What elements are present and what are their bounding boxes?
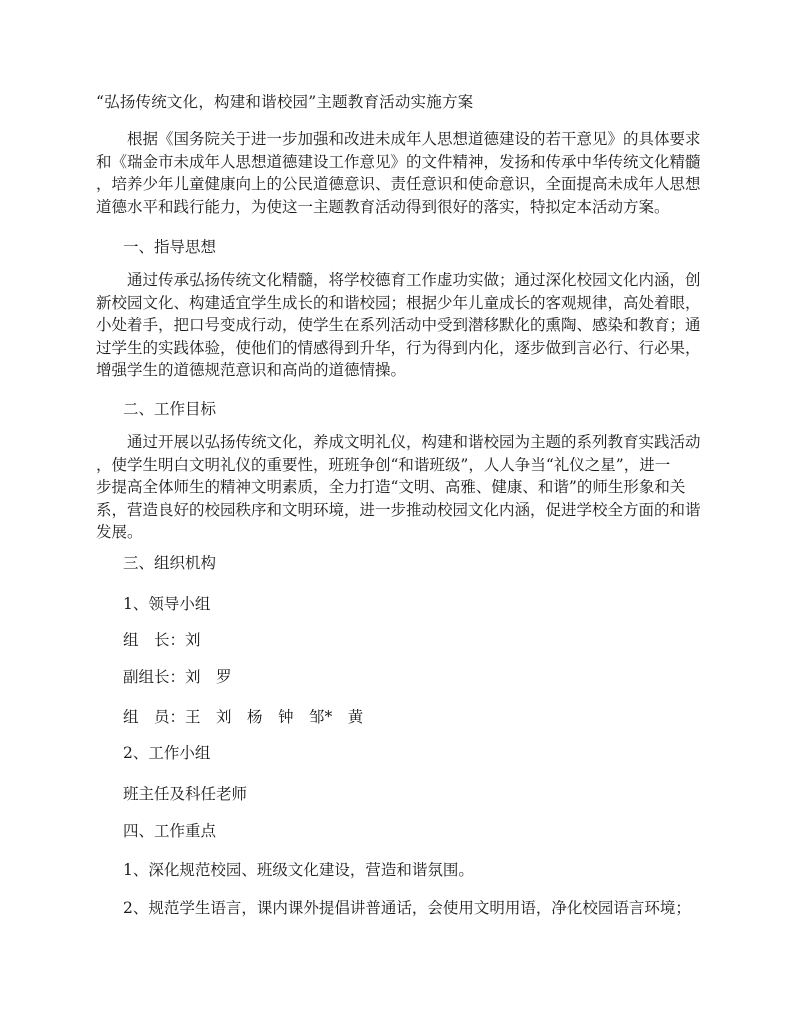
focus-item: 1、深化规范校园、班级文化建设，营造和谐氛围。 [123,861,474,879]
section-heading-work-goals: 二、工作目标 [123,400,217,418]
document-title: “弘扬传统文化，构建和谐校园”主题教育活动实施方案 [96,93,474,111]
leader-group-heading: 1、领导小组 [123,595,211,613]
paragraph-line: 通过开展以弘扬传统文化，养成文明礼仪，构建和谐校园为主题的系列教育实践活动 [96,433,701,451]
paragraph-line: 过学生的实践体验，使他们的情感得到升华，行为得到内化，逐步做到言必行、行必果， [96,338,701,357]
section-heading-organization: 三、组织机构 [123,554,217,572]
work-group-heading: 2、工作小组 [123,744,211,762]
paragraph-line: 系，营造良好的校园秩序和文明环境，进一步推动校园文化内涵，促进学校全方面的和谐 [96,500,701,519]
deputy-row [123,666,232,688]
paragraph-line: 新校园文化、构建适宜学生成长的和谐校园；根据少年儿童成长的客观规律，高处着眼， [96,293,701,312]
member-label: 组 员： [123,708,186,726]
deputy-label: 副组长： [123,668,186,686]
section-heading-guiding-thought: 一、指导思想 [123,238,217,256]
member-names: 王 刘 杨 钟 邹* 黄 [185,708,364,726]
intro-line: 道德水平和践行能力，为使这一主题教育活动得到很好的落实，特拟定本活动方案。 [96,197,670,216]
deputy-names: 刘 罗 [185,668,232,686]
intro-line: 和《瑞金市未成年人思想道德建设工作意见》的文件精神，发扬和传承中华传统文化精髓 [96,152,701,171]
paragraph-line: ，使学生明白文明礼仪的重要性，班班争创“和谐班级”，人人争当“礼仪之星”，进一 [96,455,671,474]
section-heading-work-focus: 四、工作重点 [123,822,217,840]
member-row [123,706,363,728]
intro-paragraph [96,128,714,218]
focus-item: 2、规范学生语言，课内课外提倡讲普通话，会使用文明用语，净化校园语言环境； [123,899,691,917]
paragraph-line: 步提高全体师生的精神文明素质，全力打造“文明、高雅、健康、和谐”的师生形象和关 [96,478,686,496]
leader-row [123,629,201,651]
paragraph-line: 增强学生的道德规范意识和高尚的道德情操。 [96,361,407,379]
paragraph-line: 小处着手，把口号变成行动，使学生在系列活动中受到潜移默化的熏陶、感染和教育；通 [96,316,701,334]
leader-label: 组 长： [123,631,186,649]
work-goals-paragraph [96,431,714,544]
intro-line: 根据《国务院关于进一步加强和改进未成年人思想道德建设的若干意见》的具体要求 [96,130,701,148]
paragraph-line: 发展。 [96,523,143,541]
leader-names: 刘 [185,631,201,649]
guiding-thought-paragraph [96,269,714,382]
work-group-text: 班主任及科任老师 [123,785,248,803]
paragraph-line: 通过传承弘扬传统文化精髓，将学校德育工作虚功实做；通过深化校园文化内涵，创 [96,271,701,289]
intro-line: ，培养少年儿童健康向上的公民道德意识、责任意识和使命意识，全面提高未成年人思想 [96,175,701,193]
